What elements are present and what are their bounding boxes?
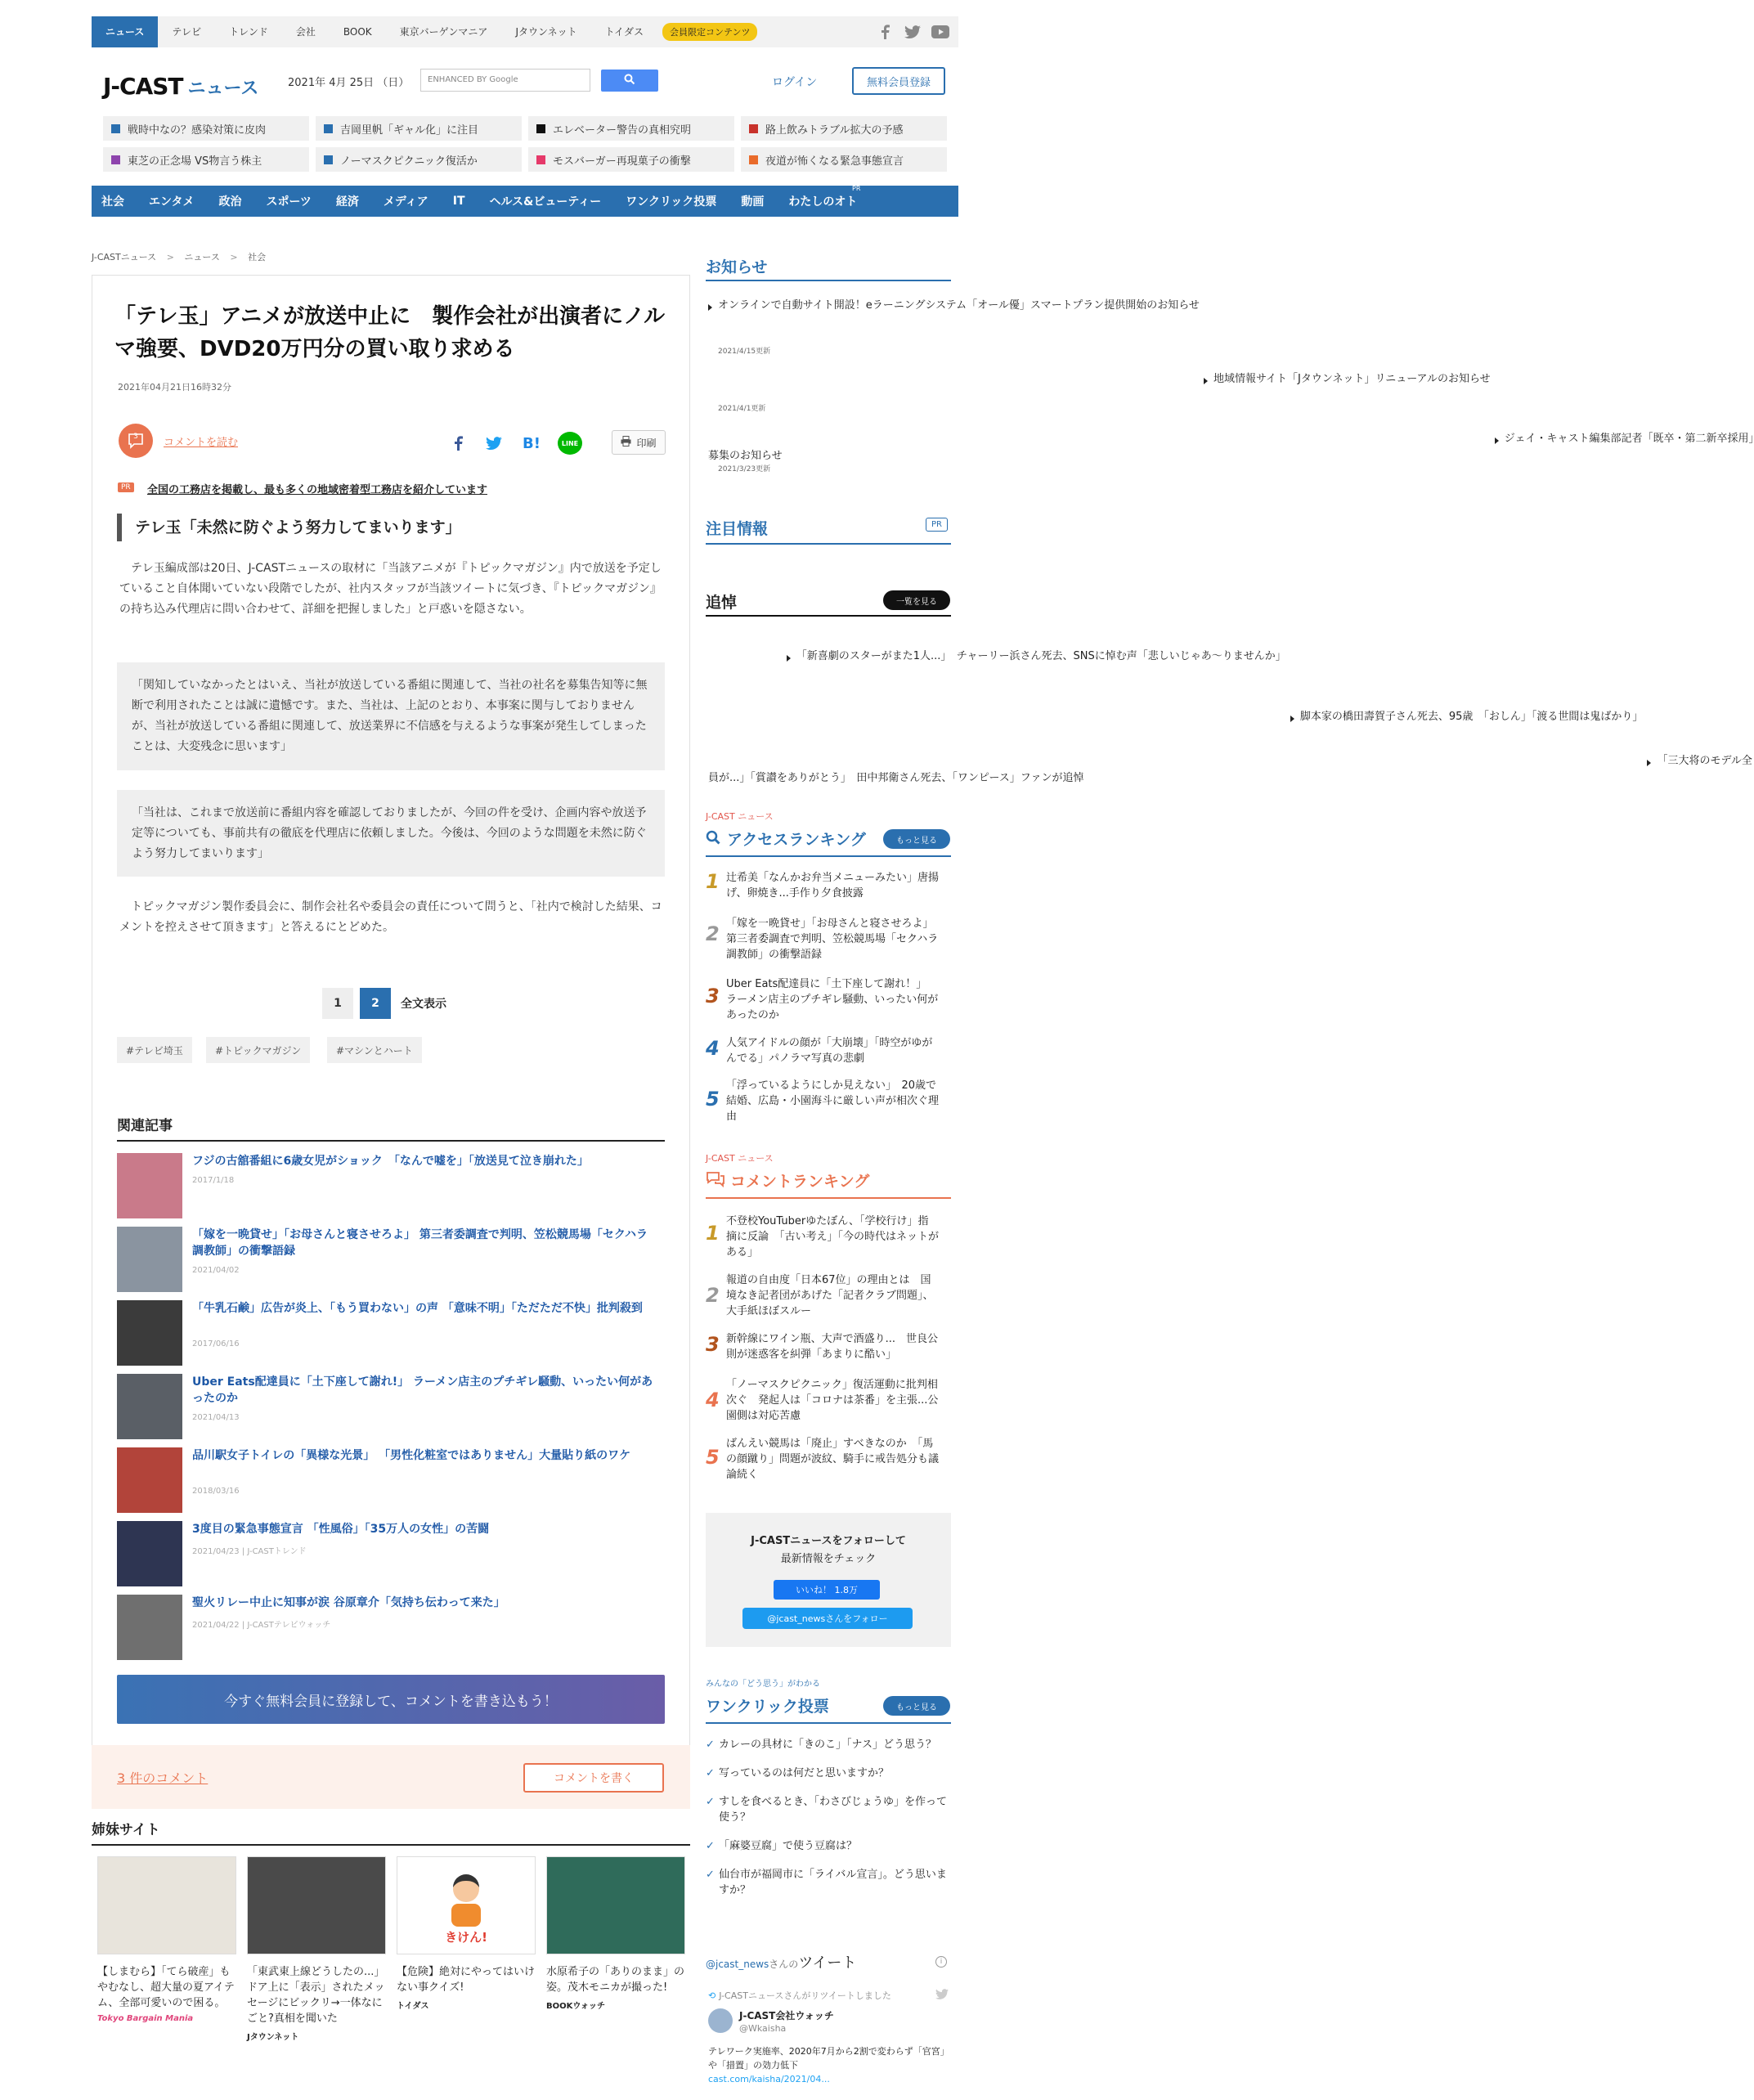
vote-item[interactable] [706, 1794, 951, 1825]
notice-item[interactable]: オンラインで自動サイト開設！eラーニングシステム「オール優」スマートプラン提供開始のお知らせ [708, 299, 1200, 312]
ranking-item[interactable]: 「浮っているようにしか見えない」 20歳で結婚、広島・小園海斗に厳しい声が相次ぐ理由 [726, 1079, 940, 1123]
check-icon: ✓ [706, 1840, 715, 1852]
premium-content-badge[interactable]: 会員限定コンテンツ [662, 23, 757, 41]
tag-link[interactable]: #マシンとハート [327, 1037, 422, 1063]
sister-text: 「東武東上線どうしたの...」ドア上に「表示」されたメッセージにビックリ→一体なにごと?真相を聞いた [247, 1966, 385, 2025]
sister-item[interactable] [97, 1856, 236, 2023]
vote-text: 「麻婆豆腐」で使う豆腐は？ [719, 1840, 858, 1852]
tweet-header [706, 1951, 856, 1972]
list-item[interactable] [117, 1374, 653, 1439]
comment-ranking-heading: コメントランキング [730, 1173, 870, 1191]
avatar[interactable] [708, 2008, 733, 2033]
vote-item[interactable] [706, 1766, 951, 1781]
sister-thumbnail [397, 1856, 536, 1954]
topic-marker [536, 124, 545, 133]
article-paragraph: テレ玉編成部は20日、J-CASTニュースの取材に「当該アニメが『トピックマガジン』内で放送を予定していること自体聞いていない段階でしたが、社内スタッフが当該ツイートに気づき、『トピックマガジン』の持ち込み代理店に問い合わせて、詳細を把握しました」と戸惑いを隠さない。 [119, 562, 662, 616]
related-title[interactable]: フジの古舘番組に6歳女児がショック 「なんで嘘を」「放送見て泣き崩れた」 [192, 1155, 589, 1168]
access-more-button[interactable]: もっと見る [883, 829, 950, 849]
notice-date: 2021/3/23更新 [718, 465, 771, 473]
notice-item[interactable]: ジェイ・キャスト編集部記者「既卒・第二新卒採用」募集のお知らせ [708, 433, 1754, 462]
list-item[interactable] [117, 1595, 505, 1660]
sister-sites-heading: 姉妹サイト [92, 1818, 690, 1846]
check-icon: ✓ [706, 1767, 715, 1779]
facebook-icon[interactable] [877, 24, 893, 40]
sister-item[interactable] [247, 1856, 386, 2042]
register-button[interactable]: 無料会員登録 [852, 67, 945, 95]
top-nav [92, 16, 958, 47]
sister-logo: BOOKウォッチ [546, 2002, 605, 2011]
rank-number: 4 [706, 1037, 720, 1060]
topnav-toidas[interactable]: トイダス [604, 26, 644, 38]
category-keizai[interactable]: 経済 [335, 195, 359, 209]
related-thumbnail [117, 1227, 182, 1292]
youtube-icon[interactable] [932, 24, 949, 40]
facebook-share-icon[interactable] [448, 433, 468, 453]
topnav-tv[interactable]: テレビ [172, 26, 202, 38]
current-date: 2021年 4月 25日 （日） [288, 77, 410, 89]
related-date: 2021/04/13 [192, 1413, 240, 1422]
divider [706, 1722, 951, 1724]
tweet-word: ツイート [798, 1954, 857, 1972]
vote-text: すしを食べるとき、「わさびじょうゆ」を作って使う？ [719, 1796, 947, 1824]
sister-thumbnail [97, 1856, 236, 1954]
related-date: 2021/04/02 [192, 1266, 240, 1275]
sister-logo: トイダス [397, 2002, 429, 2011]
related-title[interactable]: 聖火リレー中止に知事が涙 谷原章介「気持ち伝わって来た」 [192, 1596, 505, 1609]
divider [706, 280, 951, 281]
category-sports[interactable]: スポーツ [266, 195, 312, 209]
related-thumbnail [117, 1447, 182, 1513]
category-entame[interactable]: エンタメ [149, 195, 195, 209]
ranking-item[interactable]: 辻希美「なんかお弁当メニューみたい」唐揚げ、卵焼き...手作り夕食披露 [726, 872, 940, 900]
jcast-label: J-CAST ニュース [706, 811, 774, 822]
vote-item[interactable] [706, 1737, 951, 1752]
related-date: 2021/04/23 | J-CASTトレンド [192, 1547, 307, 1556]
related-title[interactable]: 「嫁を一晩貸せ」「お母さんと寝させろよ」 第三者委調査で判明、笠松競馬場「セクハラ調教師」の衝撃語録 [192, 1228, 648, 1258]
divider [706, 543, 951, 545]
related-thumbnail [117, 1595, 182, 1660]
related-date: 2018/03/16 [192, 1487, 240, 1496]
topnav-trend[interactable]: トレンド [229, 26, 268, 38]
topic-label: 路上飲みトラブル拡大の予感 [765, 123, 904, 137]
print-label: 印刷 [636, 437, 657, 449]
tsuito-item[interactable]: 「新喜劇のスターがまた1人...」 チャーリー浜さん死去、SNSに悼む声「悲しいじゃあ～りませんか」 [787, 650, 1286, 662]
follow-title: J-CASTニュースをフォローして [751, 1535, 906, 1547]
logo-news: ニュース [187, 79, 259, 99]
ranking-item[interactable]: 「ノーマスクピクニック」復活運動に批判相次ぐ 発起人は「コロナは茶番」を主張...公園側は対応苦慮 [726, 1379, 939, 1422]
vote-label: みんなの「どう思う」がわかる [706, 1680, 820, 1689]
article-date: 2021年04月21日16時32分 [118, 382, 231, 393]
topic-link[interactable] [316, 147, 522, 172]
topic-marker [324, 155, 333, 164]
read-comments-link[interactable]: コメントを読む [164, 437, 239, 449]
topic-link[interactable] [741, 116, 947, 141]
tweet-text: テレワーク実施率、2020年7月から2割で変わらず「官宮」や「措置」の効力低下 [708, 2046, 945, 2071]
rank-number: 3 [706, 985, 720, 1007]
info-icon[interactable]: i [935, 1956, 947, 1968]
comment-ranking-title [706, 1169, 869, 1191]
tsuito-item[interactable]: 「三大将のモデル全員が...」「賞讃をありがとう」 田中邦衛さん死去、「ワンピース」ファンが追悼 [708, 755, 1752, 784]
related-title[interactable]: Uber Eats配達員に「土下座して謝れ!」 ラーメン店主のプチギレ騒動、いったい何があったのか [192, 1375, 653, 1405]
login-link[interactable]: ログイン [772, 76, 818, 89]
vote-more-button[interactable]: もっと見る [883, 1696, 950, 1716]
notice-heading: お知らせ [706, 258, 768, 276]
print-button[interactable] [612, 430, 666, 455]
list-item[interactable] [117, 1521, 490, 1586]
chat-bubble-icon [706, 1171, 725, 1191]
related-title[interactable]: 3度目の緊急事態宣言 「性風俗」「35万人の女性」の苦闘 [192, 1523, 490, 1536]
twitter-icon [935, 1987, 949, 2003]
article-paragraph: トピックマガジン製作委員会に、制作会社名や委員会の責任について問うと、「社内で検討した結果、コメントを控えさせて頂きます」と答えるにとどめた。 [119, 900, 662, 934]
rank-number: 1 [706, 870, 720, 893]
rank-number: 5 [706, 1446, 720, 1469]
tweet-user-link[interactable]: @jcast_news [706, 1959, 769, 1970]
rank-number: 1 [706, 1222, 720, 1245]
quote-block: 「当社は、これまで放送前に番組内容を確認しておりましたが、今回の件を受け、企画内容や放送予定等についても、事前共有の徹底を代理店に依頼しました。今後は、今回のような問題を未然に防ぐよう努力してまいります」 [117, 790, 665, 877]
comment-icon[interactable] [119, 424, 153, 458]
tsuito-more-button[interactable]: 一覧を見る [883, 590, 950, 610]
topnav-news[interactable]: ニュース [92, 16, 158, 47]
breadcrumb-home[interactable]: J-CASTニュース [92, 252, 157, 262]
comment-count-link[interactable]: 3 件のコメント [117, 1770, 209, 1786]
show-all-link[interactable]: 全文表示 [401, 998, 446, 1011]
danger-sign: きけん! [445, 1930, 487, 1945]
topic-marker [749, 124, 758, 133]
category-label: わたしのオト [788, 195, 858, 209]
ranking-item[interactable]: Uber Eats配達員に「土下座して謝れ！」 ラーメン店主のプチギレ騒動、いったい何があったのか [726, 978, 939, 1021]
list-item[interactable] [117, 1153, 589, 1218]
category-nav [92, 186, 958, 217]
vote-text: 仙台市が福岡市に「ライバル宣言」。どう思いますか？ [719, 1869, 947, 1896]
vote-item[interactable] [706, 1838, 951, 1854]
printer-icon [621, 436, 631, 449]
hatena-bookmark-icon[interactable]: B! [523, 434, 541, 452]
access-ranking-title [706, 828, 866, 850]
related-date: 2021/04/22 | J-CASTテレビウォッチ [192, 1621, 331, 1630]
vote-text: カレーの具材に「きのこ」「ナス」どう思う？ [719, 1739, 936, 1751]
retweet-text: J-CASTニュースさんがリツイートしました [719, 1990, 891, 2001]
topnav-bargain[interactable]: 東京バーゲンマニア [399, 26, 488, 38]
category-media[interactable]: メディア [383, 195, 428, 209]
vote-item[interactable] [706, 1867, 951, 1898]
vote-heading: ワンクリック投票 [706, 1698, 829, 1716]
twitter-follow-button[interactable]: @jcast_newsさんをフォロー [742, 1608, 913, 1629]
topic-marker [111, 155, 120, 164]
divider [706, 1197, 951, 1199]
rank-number: 2 [706, 1284, 720, 1307]
topic-marker [111, 124, 120, 133]
rank-number: 2 [706, 922, 720, 945]
tweet-san: さんの [769, 1959, 799, 1970]
list-item[interactable] [117, 1300, 643, 1366]
list-item[interactable] [117, 1447, 631, 1513]
breadcrumb-sep: > [230, 252, 238, 262]
write-comment-button[interactable]: コメントを書く [523, 1763, 664, 1793]
sister-logo: Tokyo Bargain Mania [97, 2014, 194, 2023]
twitter-share-icon[interactable] [484, 433, 504, 453]
tsuito-heading: 追悼 [706, 594, 738, 612]
related-thumbnail [117, 1521, 182, 1586]
retweet-icon: ⟲ [708, 1990, 716, 2001]
sister-item[interactable] [546, 1856, 685, 2011]
category-health[interactable]: ヘルス&ビューティー [489, 195, 602, 209]
line-share-icon[interactable]: LINE [558, 432, 582, 455]
topic-link[interactable] [741, 147, 947, 172]
follow-text [728, 1532, 929, 1568]
category-seiji[interactable]: 政治 [218, 195, 242, 209]
topic-link[interactable] [528, 116, 734, 141]
topic-link[interactable] [528, 147, 734, 172]
notice-date: 2021/4/1更新 [718, 405, 766, 413]
vote-text: 写っているのは何だと思いますか？ [719, 1767, 890, 1779]
ranking-item[interactable]: 新幹線にワイン瓶、大声で酒盛り... 世良公則が迷惑客を糾弾「あまりに酷い」 [726, 1333, 939, 1361]
ranking-item[interactable]: ばんえい競馬は「廃止」すべきなのか 「馬の顔蹴り」問題が波紋、騎手に戒告処分も議論続く [726, 1438, 940, 1481]
pr-link[interactable]: 全国の工務店を掲載し、最も多くの地域密着型工務店を紹介しています [147, 484, 488, 496]
sister-text: 水原希子の「ありのまま」の姿。茂木モニカが撮った! [546, 1966, 685, 1994]
topnav-kaisha[interactable]: 会社 [295, 26, 316, 38]
tag-link[interactable]: #トピックマガジン [206, 1037, 310, 1063]
topic-label: 戦時中なの？感染対策に皮肉 [128, 123, 267, 137]
category-video[interactable]: 動画 [741, 195, 765, 209]
topic-label: モスバーガー再現菓子の衝撃 [553, 155, 691, 168]
article-title: 「テレ玉」アニメが放送中止に 製作会社が出演者にノルマ強要、DVD20万円分の買い取り求める [114, 304, 666, 361]
tweet-author-name[interactable]: J-CAST会社ウォッチ [739, 2010, 834, 2021]
pr-badge: PR [926, 518, 948, 532]
topic-label: 東芝の正念場 VS物言う株主 [128, 155, 262, 168]
breadcrumb-news[interactable]: ニュース [184, 252, 220, 262]
topic-label: 吉岡里帆「ギャル化」に注目 [340, 123, 479, 137]
page-2-button[interactable]: 2 [360, 988, 391, 1019]
category-it[interactable]: IT [452, 195, 465, 208]
category-shakai[interactable]: 社会 [101, 195, 124, 209]
ranking-item[interactable]: 人気アイドルの顔が「大崩壊」「時空がゆがんでる」パノラマ写真の悲劇 [726, 1037, 933, 1065]
page-1-button[interactable]: 1 [322, 988, 353, 1019]
divider [706, 855, 951, 857]
sister-thumbnail [247, 1856, 386, 1954]
topic-marker [536, 155, 545, 164]
divider [706, 615, 951, 617]
quote-block: 「関知していなかったとはいえ、当社が放送している番組に関連して、当社の社名を募集告知等に無断で利用されたことは誠に遺憾です。また、当社は、上記のとおり、本事案に関与しておりませんが、当社が放送している番組に関連して、放送業界に不信感を与えるような事案が発生してしまったことは、大変残念に思います」 [117, 662, 665, 770]
related-thumbnail [117, 1374, 182, 1439]
topic-marker [749, 155, 758, 164]
warning-figure-icon [442, 1871, 491, 1928]
tag-link[interactable]: #テレビ埼玉 [117, 1037, 192, 1063]
tweet-author-handle[interactable]: @Wkaisha [739, 2023, 787, 2034]
twitter-icon[interactable] [904, 24, 921, 40]
related-heading: 関連記事 [117, 1114, 665, 1142]
tsuito-item[interactable]: 脚本家の橋田壽賀子さん死去、95歳 「おしん」「渡る世間は鬼ばかり」 [1290, 711, 1644, 723]
notice-item[interactable]: 地域情報サイト「Jタウンネット」リニューアルのお知らせ [1204, 373, 1491, 385]
ranking-item[interactable]: 報道の自由度「日本67位」の理由とは 国境なき記者団があげた「記者クラブ問題」、大手紙ほぼスルー [726, 1274, 934, 1317]
topic-label: 夜道が怖くなる緊急事態宣言 [765, 155, 904, 168]
article-subheading: テレ玉「未然に防ぐよう努力してまいります」 [117, 514, 666, 541]
sister-thumbnail [546, 1856, 685, 1954]
search-button[interactable] [601, 70, 658, 92]
breadcrumb [92, 250, 266, 263]
topic-link[interactable] [316, 116, 522, 141]
attention-heading: 注目情報 [706, 520, 769, 538]
pagination [322, 988, 446, 1019]
topic-marker [324, 124, 333, 133]
jcast-label: J-CAST ニュース [706, 1153, 774, 1164]
related-title[interactable]: 品川駅女子トイレの「異様な光景」 「男性化粧室ではありません」大量貼り紙のワケ [192, 1449, 631, 1462]
category-watashino-oto[interactable] [788, 185, 861, 209]
pr-mark: PR [852, 185, 861, 192]
register-cta-button[interactable]: 今すぐ無料会員に登録して、コメントを書き込もう！ [117, 1675, 665, 1724]
facebook-like-button[interactable]: いいね！ 1.8万 [774, 1580, 880, 1600]
check-icon: ✓ [706, 1869, 715, 1881]
pr-badge: PR [118, 482, 134, 492]
comment-count: 3 [133, 433, 138, 441]
rank-number: 4 [706, 1389, 720, 1411]
vote-list [706, 1737, 951, 1898]
follow-subtitle: 最新情報をチェック [780, 1553, 877, 1565]
tweet-link[interactable]: cast.com/kaisha/2021/04... [708, 2074, 830, 2084]
sister-item[interactable] [397, 1856, 536, 2011]
list-item[interactable] [117, 1227, 648, 1292]
rank-number: 5 [706, 1088, 720, 1111]
access-ranking-heading: アクセスランキング [727, 831, 866, 849]
search-input[interactable]: ENHANCED BY Google [420, 69, 590, 92]
sister-text: 【しまむら】「てら破産」もやむなし、超大量の夏アイテム、全部可愛いので困る。 [97, 1966, 235, 2009]
ranking-item[interactable]: 「嫁を一晩貸せ」「お母さんと寝させろよ」 第三者委調査で判明、笠松競馬場「セクハラ調教師」の衝撃語録 [726, 918, 940, 961]
related-title[interactable]: 「牛乳石鹸」広告が炎上、「もう買わない」の声 「意味不明」「ただただ不快」批判殺到 [192, 1302, 643, 1315]
topic-link[interactable] [103, 116, 309, 141]
category-vote[interactable]: ワンクリック投票 [626, 195, 717, 209]
logo-jcast: J-CAST [103, 73, 183, 100]
notice-date: 2021/4/15更新 [718, 348, 771, 356]
breadcrumb-sep: > [166, 252, 174, 262]
related-thumbnail [117, 1300, 182, 1366]
ranking-item[interactable]: 不登校YouTuberゆたぼん、「学校行け」指摘に反論 「古い考え」「今の時代はネットがある」 [726, 1215, 940, 1259]
search-icon [624, 73, 635, 88]
breadcrumb-shakai[interactable]: 社会 [248, 252, 267, 262]
check-icon: ✓ [706, 1739, 715, 1751]
topnav-jtown[interactable]: Jタウンネット [515, 26, 577, 38]
related-thumbnail [117, 1153, 182, 1218]
retweet-note [708, 1989, 891, 2002]
related-date: 2017/1/18 [192, 1176, 235, 1185]
check-icon: ✓ [706, 1796, 715, 1808]
topic-label: ノーマスクピクニック復活か [340, 155, 478, 168]
topnav-book[interactable]: BOOK [343, 26, 372, 38]
search-icon [706, 830, 720, 848]
topic-label: エレベーター警告の真相究明 [553, 123, 692, 137]
sister-logo: Jタウンネット [247, 2033, 299, 2042]
topic-link[interactable] [103, 147, 309, 172]
rank-number: 3 [706, 1333, 720, 1356]
jcast-logo[interactable] [103, 67, 258, 100]
related-date: 2017/06/16 [192, 1339, 240, 1348]
sister-text: 【危険】絶対にやってはいけない事クイズ! [397, 1966, 536, 1994]
